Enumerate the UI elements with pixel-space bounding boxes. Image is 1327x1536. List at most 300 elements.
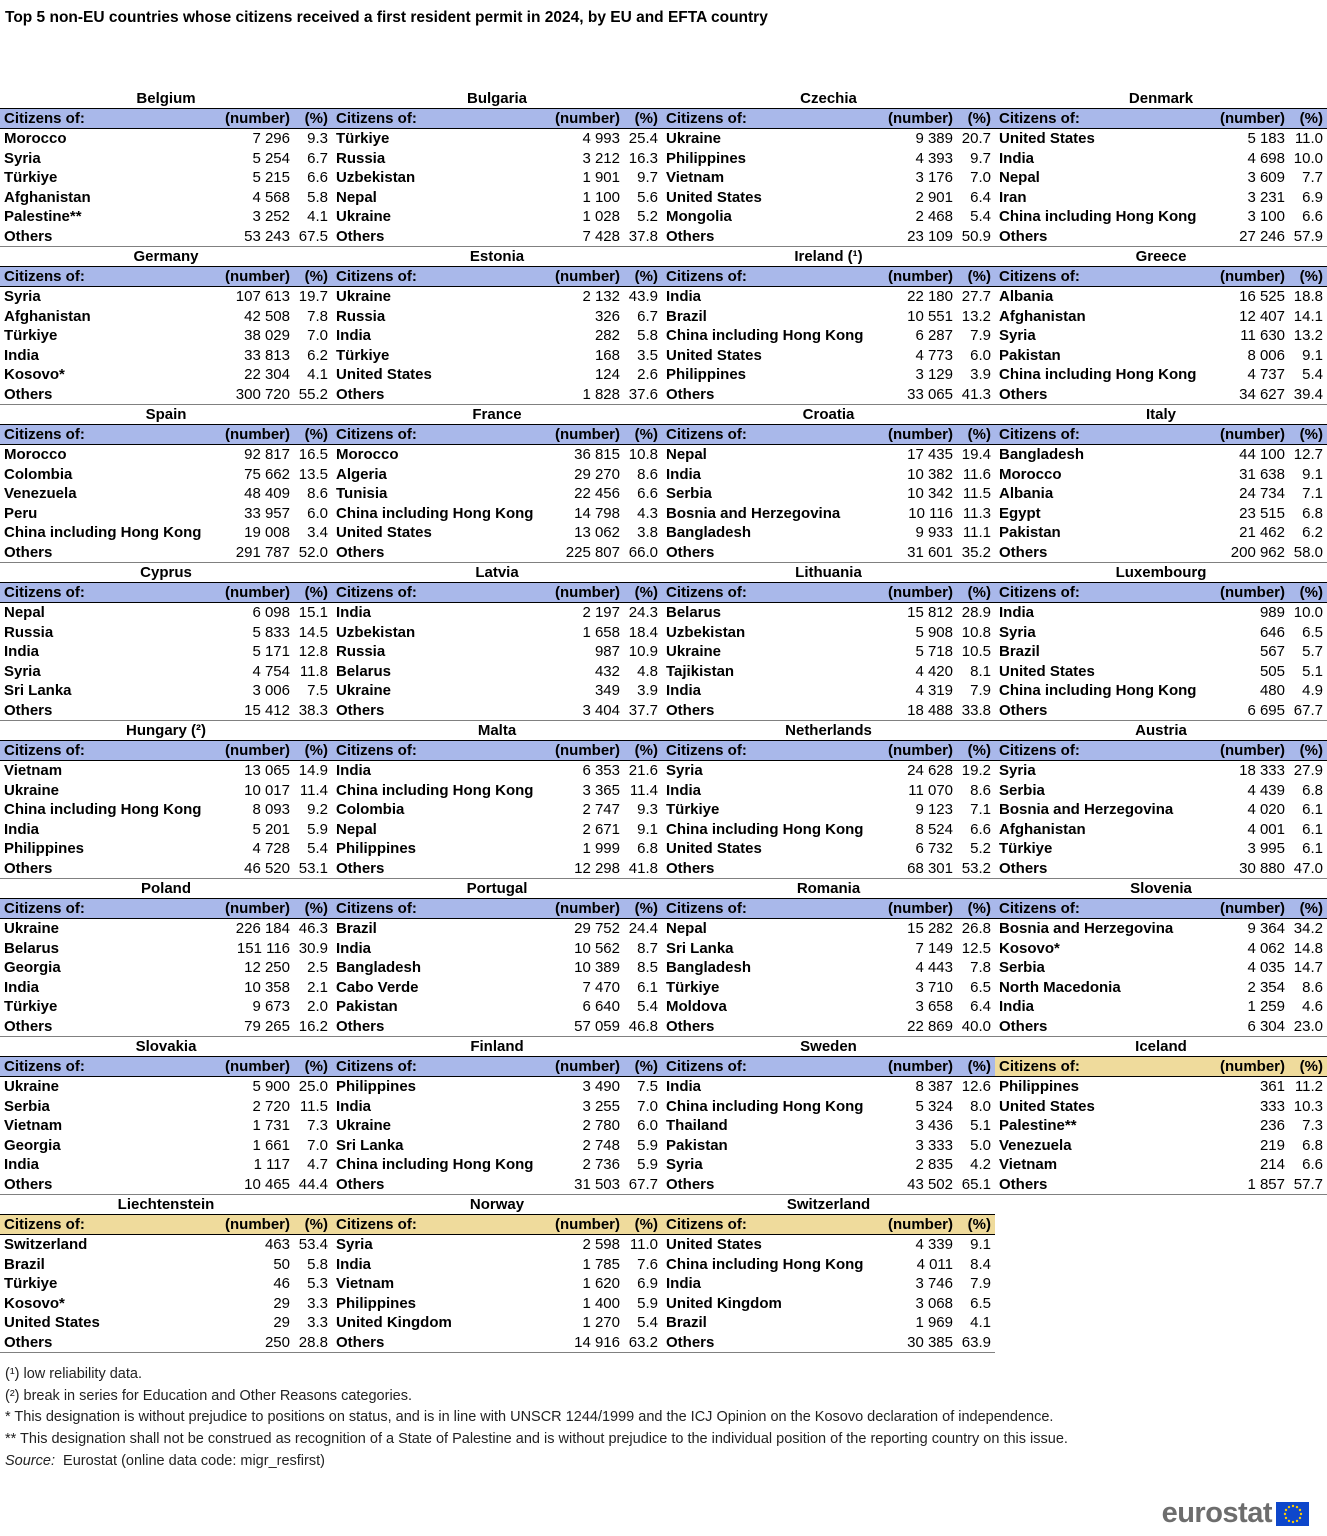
- table-row: [995, 681, 1327, 701]
- number-header: (number): [555, 110, 620, 127]
- citizenship-cell: Belarus: [336, 662, 392, 680]
- percent-cell: 10.0: [1293, 149, 1323, 167]
- footnote-1: (¹) low reliability data.: [5, 1366, 142, 1382]
- percent-cell: 7.3: [1302, 1117, 1323, 1135]
- table-row: [995, 919, 1327, 939]
- citizenship-cell: Russia: [336, 643, 386, 661]
- number-cell: 92 817: [244, 446, 290, 463]
- citizenship-cell: Philippines: [336, 840, 417, 858]
- country-table: [662, 405, 995, 562]
- percent-cell: 7.3: [307, 1117, 328, 1135]
- percent-cell: 28.9: [961, 604, 991, 621]
- citizenship-cell: China including Hong Kong: [336, 781, 534, 799]
- percent-header: (%): [1299, 426, 1323, 443]
- percent-cell: 9.1: [637, 820, 658, 838]
- footnote-kosovo: * This designation is without prejudice to positions on status, and is in line with UNSCR 1244/1999 and the ICJ Opinion on the Kosovo declaration of independence.: [5, 1409, 1054, 1426]
- number-cell: 16 525: [1239, 288, 1285, 305]
- percent-header: (%): [304, 900, 328, 917]
- table-row: [0, 1116, 332, 1136]
- percent-cell: 10.9: [628, 643, 658, 661]
- country-name: France: [472, 406, 522, 423]
- percent-cell: 3.3: [307, 1294, 328, 1312]
- percent-cell: 2.0: [307, 998, 328, 1016]
- percent-cell: 10.8: [628, 446, 658, 463]
- percent-cell: 6.5: [970, 1294, 991, 1312]
- table-row: [995, 207, 1327, 227]
- table-row: [0, 445, 332, 465]
- citizenship-cell: Venezuela: [4, 485, 77, 503]
- table-row: [332, 188, 662, 208]
- percent-cell: 43.9: [628, 288, 658, 305]
- number-cell: 987: [594, 643, 620, 661]
- table-row: [662, 287, 995, 307]
- percent-cell: 33.8: [961, 701, 991, 719]
- table-row: [995, 1017, 1327, 1037]
- table-header: [332, 424, 662, 445]
- number-cell: 236: [1259, 1117, 1285, 1135]
- table-row: [995, 365, 1327, 385]
- citizenship-cell: Others: [666, 385, 715, 403]
- percent-cell: 11.2: [1294, 1078, 1323, 1095]
- citizenship-cell: United States: [666, 188, 762, 206]
- number-cell: 29 270: [574, 465, 620, 483]
- number-cell: 214: [1259, 1156, 1285, 1174]
- table-row: [0, 326, 332, 346]
- citizenship-cell: Albania: [999, 485, 1054, 503]
- table-row: [662, 1274, 995, 1294]
- citizens-header: Citizens of:: [4, 110, 85, 127]
- citizenship-cell: Nepal: [336, 188, 377, 206]
- citizenship-cell: Russia: [4, 623, 54, 641]
- citizenship-cell: India: [999, 604, 1035, 621]
- table-row: [332, 207, 662, 227]
- number-header: (number): [888, 1058, 953, 1075]
- table-row: [995, 859, 1327, 879]
- percent-cell: 6.8: [1302, 781, 1323, 799]
- table-header: [995, 108, 1327, 129]
- percent-cell: 57.9: [1293, 227, 1323, 245]
- number-cell: 2 132: [582, 288, 620, 305]
- number-cell: 9 673: [252, 998, 290, 1016]
- citizenship-cell: Colombia: [336, 801, 405, 819]
- percent-cell: 6.7: [637, 307, 658, 325]
- percent-cell: 7.8: [970, 959, 991, 977]
- country-table: [332, 1037, 662, 1194]
- country-name: Czechia: [800, 90, 857, 107]
- percent-cell: 4.1: [307, 366, 328, 384]
- number-header: (number): [555, 900, 620, 917]
- percent-cell: 6.0: [970, 346, 991, 364]
- citizenship-cell: Iran: [999, 188, 1027, 206]
- citizenship-cell: Algeria: [336, 465, 387, 483]
- number-cell: 10 562: [574, 939, 620, 957]
- percent-cell: 5.4: [637, 998, 658, 1016]
- country-table: [0, 563, 332, 720]
- number-header: (number): [1220, 110, 1285, 127]
- table-row: [332, 307, 662, 327]
- eu-flag-icon: [1276, 1502, 1309, 1526]
- citizenship-cell: Uzbekistan: [336, 623, 416, 641]
- number-cell: 22 304: [244, 366, 290, 384]
- percent-cell: 34.2: [1293, 920, 1323, 937]
- table-row: [995, 523, 1327, 543]
- country-name: Iceland: [1135, 1038, 1187, 1055]
- number-cell: 9 389: [915, 130, 953, 147]
- number-cell: 349: [594, 682, 620, 700]
- citizenship-cell: Ukraine: [4, 920, 60, 937]
- number-cell: 1 661: [252, 1136, 290, 1154]
- table-row: [332, 385, 662, 405]
- table-row: [332, 820, 662, 840]
- country-tables-grid: [0, 89, 1327, 1353]
- number-cell: 15 282: [907, 920, 953, 937]
- footnotes: [5, 1364, 1068, 1473]
- table-header: [995, 898, 1327, 919]
- citizenship-cell: Türkiye: [4, 327, 58, 345]
- citizenship-cell: Kosovo*: [4, 366, 65, 384]
- country-table: [662, 1195, 995, 1352]
- number-cell: 1 785: [582, 1255, 620, 1273]
- citizenship-cell: Türkiye: [4, 998, 58, 1016]
- page-title: Top 5 non-EU countries whose citizens received a first resident permit in 2024, by EU and EFTA country: [5, 9, 768, 26]
- country-table: [332, 563, 662, 720]
- number-cell: 29: [273, 1294, 290, 1312]
- country-table: [662, 89, 995, 246]
- country-table: [0, 405, 332, 562]
- citizenship-cell: Philippines: [336, 1294, 417, 1312]
- percent-cell: 2.1: [307, 978, 328, 996]
- table-row: [995, 997, 1327, 1017]
- number-cell: 2 468: [915, 208, 953, 226]
- citizenship-cell: Syria: [999, 623, 1036, 641]
- number-cell: 1 620: [582, 1275, 620, 1293]
- number-cell: 3 746: [915, 1275, 953, 1293]
- number-cell: 219: [1259, 1136, 1285, 1154]
- country-table: [0, 247, 332, 404]
- citizenship-cell: Ukraine: [4, 1078, 60, 1095]
- citizenship-cell: India: [336, 1255, 372, 1273]
- percent-cell: 14.7: [1293, 959, 1323, 977]
- percent-header: (%): [304, 742, 328, 759]
- table-row: [332, 129, 662, 149]
- percent-cell: 5.9: [637, 1294, 658, 1312]
- percent-cell: 18.4: [628, 623, 658, 641]
- citizenship-cell: Others: [999, 859, 1048, 877]
- citizenship-cell: United Kingdom: [666, 1294, 782, 1312]
- table-row: [0, 1313, 332, 1333]
- table-row: [995, 820, 1327, 840]
- percent-cell: 9.1: [970, 1236, 991, 1253]
- citizenship-cell: Tunisia: [336, 485, 388, 503]
- table-row: [332, 149, 662, 169]
- table-row: [0, 781, 332, 801]
- number-cell: 42 508: [244, 307, 290, 325]
- citizens-header: Citizens of:: [336, 1216, 417, 1233]
- table-row: [332, 484, 662, 504]
- percent-cell: 4.1: [970, 1314, 991, 1332]
- percent-cell: 14.9: [298, 762, 328, 779]
- table-row: [0, 1175, 332, 1195]
- citizenship-cell: India: [999, 149, 1035, 167]
- table-row: [995, 168, 1327, 188]
- percent-header: (%): [967, 1058, 991, 1075]
- table-row: [662, 1077, 995, 1097]
- citizenship-cell: China including Hong Kong: [4, 801, 202, 819]
- number-header: (number): [1220, 742, 1285, 759]
- number-cell: 2 780: [582, 1117, 620, 1135]
- percent-cell: 4.6: [1302, 998, 1323, 1016]
- number-cell: 9 123: [915, 801, 953, 819]
- table-row: [995, 603, 1327, 623]
- percent-cell: 8.1: [970, 662, 991, 680]
- percent-cell: 6.1: [637, 978, 658, 996]
- number-header: (number): [888, 900, 953, 917]
- table-row: [995, 1136, 1327, 1156]
- number-cell: 3 658: [915, 998, 953, 1016]
- percent-cell: 7.6: [637, 1255, 658, 1273]
- number-header: (number): [888, 742, 953, 759]
- citizenship-cell: India: [666, 465, 702, 483]
- source-label: Source:: [5, 1452, 55, 1469]
- number-cell: 4 754: [252, 662, 290, 680]
- table-row: [662, 1294, 995, 1314]
- number-cell: 10 389: [574, 959, 620, 977]
- number-cell: 107 613: [235, 288, 290, 305]
- percent-cell: 11.6: [962, 465, 991, 483]
- number-cell: 2 747: [582, 801, 620, 819]
- table-row: [662, 761, 995, 781]
- table-row: [662, 1136, 995, 1156]
- number-cell: 1 100: [582, 188, 620, 206]
- citizenship-cell: India: [4, 978, 40, 996]
- percent-cell: 14.1: [1293, 307, 1323, 325]
- number-cell: 57 059: [574, 1017, 620, 1035]
- table-row: [332, 623, 662, 643]
- number-cell: 505: [1259, 662, 1285, 680]
- percent-cell: 4.8: [637, 662, 658, 680]
- citizenship-cell: Others: [336, 1017, 385, 1035]
- percent-cell: 19.7: [298, 288, 328, 305]
- citizenship-cell: India: [336, 939, 372, 957]
- table-row: [662, 820, 995, 840]
- citizenship-cell: Afghanistan: [4, 188, 91, 206]
- number-cell: 361: [1259, 1078, 1285, 1095]
- table-row: [332, 1333, 662, 1353]
- percent-header: (%): [967, 268, 991, 285]
- number-cell: 23 515: [1239, 504, 1285, 522]
- citizenship-cell: Others: [666, 227, 715, 245]
- citizens-header: Citizens of:: [666, 900, 747, 917]
- number-cell: 34 627: [1239, 385, 1285, 403]
- number-cell: 44 100: [1239, 446, 1285, 463]
- citizenship-cell: India: [666, 781, 702, 799]
- number-cell: 4 011: [916, 1255, 953, 1273]
- country-name: Latvia: [475, 564, 519, 581]
- table-row: [995, 307, 1327, 327]
- country-table: [0, 879, 332, 1036]
- table-row: [662, 1235, 995, 1255]
- table-row: [332, 781, 662, 801]
- percent-cell: 11.1: [962, 524, 991, 542]
- table-row: [995, 800, 1327, 820]
- table-row: [662, 207, 995, 227]
- citizenship-cell: Russia: [336, 149, 386, 167]
- table-row: [662, 149, 995, 169]
- country-table: [0, 1037, 332, 1194]
- percent-cell: 11.8: [299, 662, 328, 680]
- percent-cell: 6.8: [1302, 1136, 1323, 1154]
- table-row: [995, 543, 1327, 563]
- citizenship-cell: Others: [999, 1017, 1048, 1035]
- table-row: [0, 919, 332, 939]
- number-cell: 6 640: [582, 998, 620, 1016]
- country-table: [332, 89, 662, 246]
- number-cell: 4 420: [915, 662, 953, 680]
- table-row: [662, 1017, 995, 1037]
- table-row: [0, 1155, 332, 1175]
- number-cell: 8 006: [1247, 346, 1285, 364]
- percent-cell: 65.1: [961, 1175, 991, 1193]
- percent-cell: 5.1: [970, 1117, 991, 1135]
- percent-cell: 9.3: [637, 801, 658, 819]
- table-row: [662, 523, 995, 543]
- percent-cell: 10.8: [961, 623, 991, 641]
- percent-cell: 27.7: [961, 288, 991, 305]
- number-cell: 5 201: [252, 820, 290, 838]
- percent-cell: 6.5: [1302, 623, 1323, 641]
- percent-cell: 67.7: [628, 1175, 658, 1193]
- number-cell: 480: [1259, 682, 1285, 700]
- percent-cell: 6.6: [1302, 208, 1323, 226]
- table-row: [332, 465, 662, 485]
- percent-cell: 67.7: [1293, 701, 1323, 719]
- number-header: (number): [1220, 1058, 1285, 1075]
- percent-header: (%): [1299, 268, 1323, 285]
- table-row: [995, 227, 1327, 247]
- number-cell: 5 833: [252, 623, 290, 641]
- percent-cell: 10.3: [1293, 1097, 1323, 1115]
- number-cell: 326: [594, 307, 620, 325]
- table-row: [662, 1116, 995, 1136]
- number-cell: 1 117: [253, 1156, 290, 1174]
- percent-cell: 9.3: [307, 130, 328, 147]
- percent-cell: 4.3: [637, 504, 658, 522]
- number-cell: 151 116: [236, 939, 290, 957]
- country-table: [332, 247, 662, 404]
- number-cell: 36 815: [574, 446, 620, 463]
- citizens-header: Citizens of:: [336, 426, 417, 443]
- citizenship-cell: Others: [999, 1175, 1048, 1193]
- number-header: (number): [225, 268, 290, 285]
- table-row: [662, 939, 995, 959]
- table-row: [0, 839, 332, 859]
- percent-cell: 2.5: [307, 959, 328, 977]
- number-cell: 6 304: [1247, 1017, 1285, 1035]
- table-row: [332, 1235, 662, 1255]
- percent-cell: 7.9: [970, 682, 991, 700]
- percent-cell: 26.8: [961, 920, 991, 937]
- table-header: [332, 108, 662, 129]
- percent-cell: 41.3: [961, 385, 991, 403]
- citizens-header: Citizens of:: [666, 110, 747, 127]
- country-table: [995, 1037, 1327, 1194]
- number-cell: 250: [264, 1333, 290, 1351]
- country-name: Sweden: [800, 1038, 857, 1055]
- table-row: [662, 800, 995, 820]
- percent-cell: 57.7: [1293, 1175, 1323, 1193]
- percent-cell: 4.1: [307, 208, 328, 226]
- percent-cell: 14.5: [298, 623, 328, 641]
- citizenship-cell: United States: [666, 1236, 762, 1253]
- citizenship-cell: China including Hong Kong: [666, 820, 864, 838]
- country-table: [662, 721, 995, 878]
- table-row: [0, 1077, 332, 1097]
- percent-cell: 5.8: [307, 1255, 328, 1273]
- citizens-header: Citizens of:: [4, 1216, 85, 1233]
- citizenship-cell: Ukraine: [4, 781, 60, 799]
- citizenship-cell: China including Hong Kong: [999, 208, 1197, 226]
- percent-cell: 6.6: [970, 820, 991, 838]
- table-header: [662, 266, 995, 287]
- percent-header: (%): [634, 1058, 658, 1075]
- table-row: [0, 188, 332, 208]
- table-row: [0, 207, 332, 227]
- citizenship-cell: Kosovo*: [4, 1294, 65, 1312]
- country-name: Romania: [796, 880, 861, 897]
- percent-header: (%): [1299, 584, 1323, 601]
- number-cell: 29: [273, 1314, 290, 1332]
- table-row: [995, 149, 1327, 169]
- percent-header: (%): [1299, 742, 1323, 759]
- percent-cell: 9.7: [970, 149, 991, 167]
- citizenship-cell: India: [336, 762, 372, 779]
- table-row: [332, 1313, 662, 1333]
- number-header: (number): [555, 426, 620, 443]
- country-name: Liechtenstein: [117, 1196, 215, 1213]
- table-row: [662, 168, 995, 188]
- table-row: [332, 958, 662, 978]
- citizenship-cell: India: [666, 1275, 702, 1293]
- table-row: [332, 662, 662, 682]
- number-cell: 53 243: [244, 227, 290, 245]
- table-header: [662, 898, 995, 919]
- number-cell: 567: [1259, 643, 1285, 661]
- number-cell: 6 098: [252, 604, 290, 621]
- number-cell: 31 503: [574, 1175, 620, 1193]
- country-name: Austria: [1135, 722, 1187, 739]
- citizenship-cell: United States: [666, 346, 762, 364]
- percent-header: (%): [634, 110, 658, 127]
- citizenship-cell: Nepal: [666, 920, 707, 937]
- number-cell: 4 443: [915, 959, 953, 977]
- table-row: [332, 1116, 662, 1136]
- number-cell: 4 993: [582, 130, 620, 147]
- country-name: Denmark: [1128, 90, 1194, 107]
- table-row: [332, 1077, 662, 1097]
- number-cell: 7 470: [582, 978, 620, 996]
- percent-cell: 16.5: [298, 446, 328, 463]
- country-table: [995, 721, 1327, 878]
- country-name: Slovakia: [135, 1038, 197, 1055]
- table-header: [332, 1056, 662, 1077]
- percent-cell: 3.9: [970, 366, 991, 384]
- percent-header: (%): [304, 426, 328, 443]
- percent-cell: 4.7: [307, 1156, 328, 1174]
- percent-header: (%): [634, 742, 658, 759]
- citizenship-cell: India: [336, 1097, 372, 1115]
- citizenship-cell: Others: [666, 1175, 715, 1193]
- number-header: (number): [888, 268, 953, 285]
